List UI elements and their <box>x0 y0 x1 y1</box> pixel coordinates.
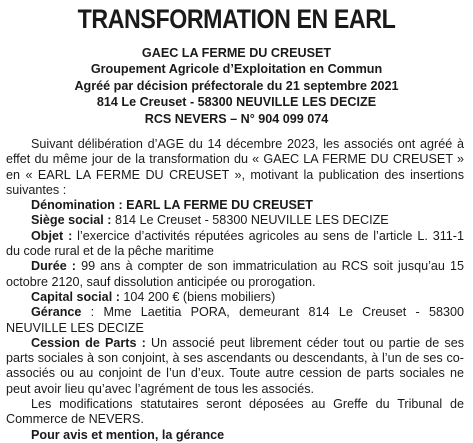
denomination-paragraph <box>6 198 464 213</box>
closing-text: Pour avis et mention, la gérance <box>31 427 225 442</box>
objet-value: l’exercice d’activités réputées agricoles au sens de l’article L. 311-1 du code rural et de la pêche maritime <box>6 228 464 259</box>
cession-paragraph <box>6 336 464 397</box>
gerance-value: : Mme Laetitia PORA, demeurant 814 Le Creuset - 58300 NEUVILLE LES DECIZE <box>6 305 464 335</box>
company-name: GAEC LA FERME DU CREUSET <box>141 46 332 60</box>
capital-paragraph <box>6 290 464 305</box>
denomination-text: Dénomination : EARL LA FERME DU CREUSET <box>31 198 313 213</box>
siege-label: Siège social : <box>31 213 112 228</box>
capital-label: Capital social : <box>31 289 120 304</box>
objet-paragraph <box>6 229 464 260</box>
siege-paragraph <box>6 213 464 228</box>
gerance-label: Gérance <box>31 305 82 320</box>
company-approval: Agréé par décision préfectorale du 21 septembre 2021 <box>74 78 399 93</box>
modifications-paragraph: Les modifications statutaires seront déposées au Greffe du Tribunal de Commerce de NEVERS. <box>6 397 464 427</box>
cession-label: Cession de Parts : <box>31 335 146 350</box>
notice-body <box>6 137 464 443</box>
siege-value: 814 Le Creuset - 58300 NEUVILLE LES DECIZE <box>111 213 389 228</box>
capital-value: 104 200 € (biens mobiliers) <box>119 289 276 304</box>
objet-label: Objet : <box>31 228 73 243</box>
duree-label: Durée : <box>31 259 76 274</box>
gerance-paragraph <box>6 305 464 336</box>
closing-paragraph <box>6 428 464 443</box>
company-rcs: RCS NEVERS – N° 904 099 074 <box>144 111 329 126</box>
intro-paragraph: Suivant délibération d’AGE du 14 décembre 2023, les associés ont agréé à effet du même jour de la transformation du « GAEC LA FERME DU CREUSET » en « EARL LA FERME DU CREUSET », motivant la publication des insertions suivantes : <box>6 137 464 197</box>
company-address: 814 Le Creuset - 58300 NEUVILLE LES DECIZE <box>96 95 377 110</box>
cession-value: Un associé peut librement céder tout ou partie de ses parts sociales à son conjoint, à ses ascendants ou descendants, à l’un de ses co-associés ou au conjoint de l’un d’eux. Toute autre cession de parts sociales ne peut avoir lieu qu’avec l’agrément de tous les associés. <box>6 335 464 396</box>
notice-title: TRANSFORMATION EN EARL <box>77 4 396 34</box>
company-form: Groupement Agricole d’Exploitation en Commun <box>90 62 383 77</box>
company-header <box>0 45 473 127</box>
duree-value: 99 ans à compter de son immatriculation au RCS soit jusqu’au 15 octobre 2120, sauf dissolution anticipée ou prorogation. <box>6 259 464 289</box>
duree-paragraph <box>6 259 464 290</box>
